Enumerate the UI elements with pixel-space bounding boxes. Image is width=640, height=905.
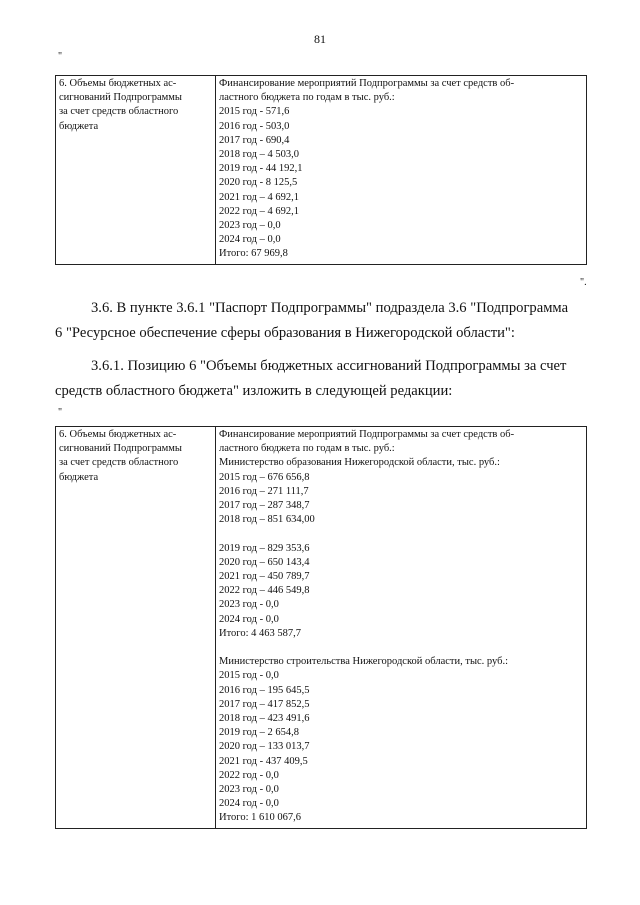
financing-line: 2024 год - 0,0 [219,798,279,810]
paragraph-3-6-1-cont: средств областного бюджета" изложить в следующей редакции: [55,383,453,399]
position-label: 6. Объемы бюджетных ас- сигнований Подпрограммы за счет средств областного бюджета [59,429,182,483]
financing-line: Итого: 67 969,8 [219,248,288,260]
financing-line: 2015 год - 571,6 [219,106,290,118]
financing-line: 2021 год – 4 692,1 [219,191,299,203]
financing-line: 2021 год - 437 409,5 [219,755,308,767]
position-cell [56,427,216,829]
financing-line: ластного бюджета по годам в тыс. руб.: [219,92,395,104]
financing-line: 2015 год - 0,0 [219,670,279,682]
ministry-education-lines [219,428,583,527]
financing-line: 2020 год - 8 125,5 [219,177,298,189]
paragraph-3-6-1: 3.6.1. Позицию 6 "Объемы бюджетных ассигнований Подпрограммы за счет [91,358,567,374]
financing-line: 2019 год - 44 192,1 [219,163,303,175]
financing-line: Итого: 4 463 587,7 [219,627,301,639]
financing-line: 2020 год – 650 143,4 [219,556,310,568]
financing-line: 2019 год – 829 353,6 [219,542,310,554]
financing-line: 2024 год – 0,0 [219,234,281,246]
financing-line: Финансирование мероприятий Подпрограммы за счет средств об- [219,78,515,89]
opening-quote-2: " [58,407,63,418]
financing-line: 2017 год - 690,4 [219,134,290,146]
financing-line: 2022 год - 0,0 [219,769,279,781]
position-cell [56,76,216,265]
position-label: 6. Объемы бюджетных ас- сигнований Подпрограммы за счет средств областного бюджета [59,78,182,132]
financing-line: 2023 год - 0,0 [219,599,279,611]
financing-line: 2021 год – 450 789,7 [219,571,310,583]
financing-line: 2017 год – 287 348,7 [219,500,310,512]
closing-quote-1: ". [580,277,587,288]
page-number: 81 [314,32,326,46]
financing-line: 2022 год – 446 549,8 [219,585,310,597]
financing-line: Министерство строительства Нижегородской области, тыс. руб.: [219,656,509,668]
financing-line: 2018 год – 4 503,0 [219,149,299,161]
financing-line: 2016 год – 271 111,7 [219,485,309,497]
financing-line: 2023 год – 0,0 [219,220,281,232]
financing-line: 2022 год – 4 692,1 [219,205,299,217]
passport-table-new [55,426,587,829]
paragraph-3-6: 3.6. В пункте 3.6.1 "Паспорт Подпрограммы" подраздела 3.6 "Подпрограмма [91,300,569,316]
financing-cell [216,76,587,265]
opening-quote-1: " [58,51,63,62]
financing-line: Министерство образования Нижегородской области, тыс. руб.: [219,457,500,469]
financing-line: Финансирование мероприятий Подпрограммы за счет средств об- [219,429,515,440]
paragraph-3-6-cont: 6 "Ресурсное обеспечение сферы образования в Нижегородской области": [55,325,515,341]
ministry-construction-lines [219,655,583,825]
financing-line: 2016 год – 195 645,5 [219,684,310,696]
financing-line: Итого: 1 610 067,6 [219,812,301,824]
financing-line: ластного бюджета по годам в тыс. руб.: [219,443,395,455]
financing-line: 2018 год – 423 491,6 [219,713,310,725]
financing-line: 2020 год – 133 013,7 [219,741,310,753]
financing-line: 2017 год – 417 852,5 [219,698,310,710]
financing-line: 2018 год – 851 634,00 [219,514,315,526]
financing-line: 2023 год - 0,0 [219,784,279,796]
financing-line: 2015 год – 676 656,8 [219,471,310,483]
blank-line [219,641,583,655]
financing-line: 2019 год – 2 654,8 [219,727,299,739]
financing-line: 2024 год - 0,0 [219,613,279,625]
passport-table-old [55,75,587,265]
financing-cell [216,427,587,829]
ministry-education-lines-cont [219,542,583,641]
financing-lines [219,77,583,262]
financing-line: 2016 год - 503,0 [219,120,290,132]
blank-line [219,527,583,541]
